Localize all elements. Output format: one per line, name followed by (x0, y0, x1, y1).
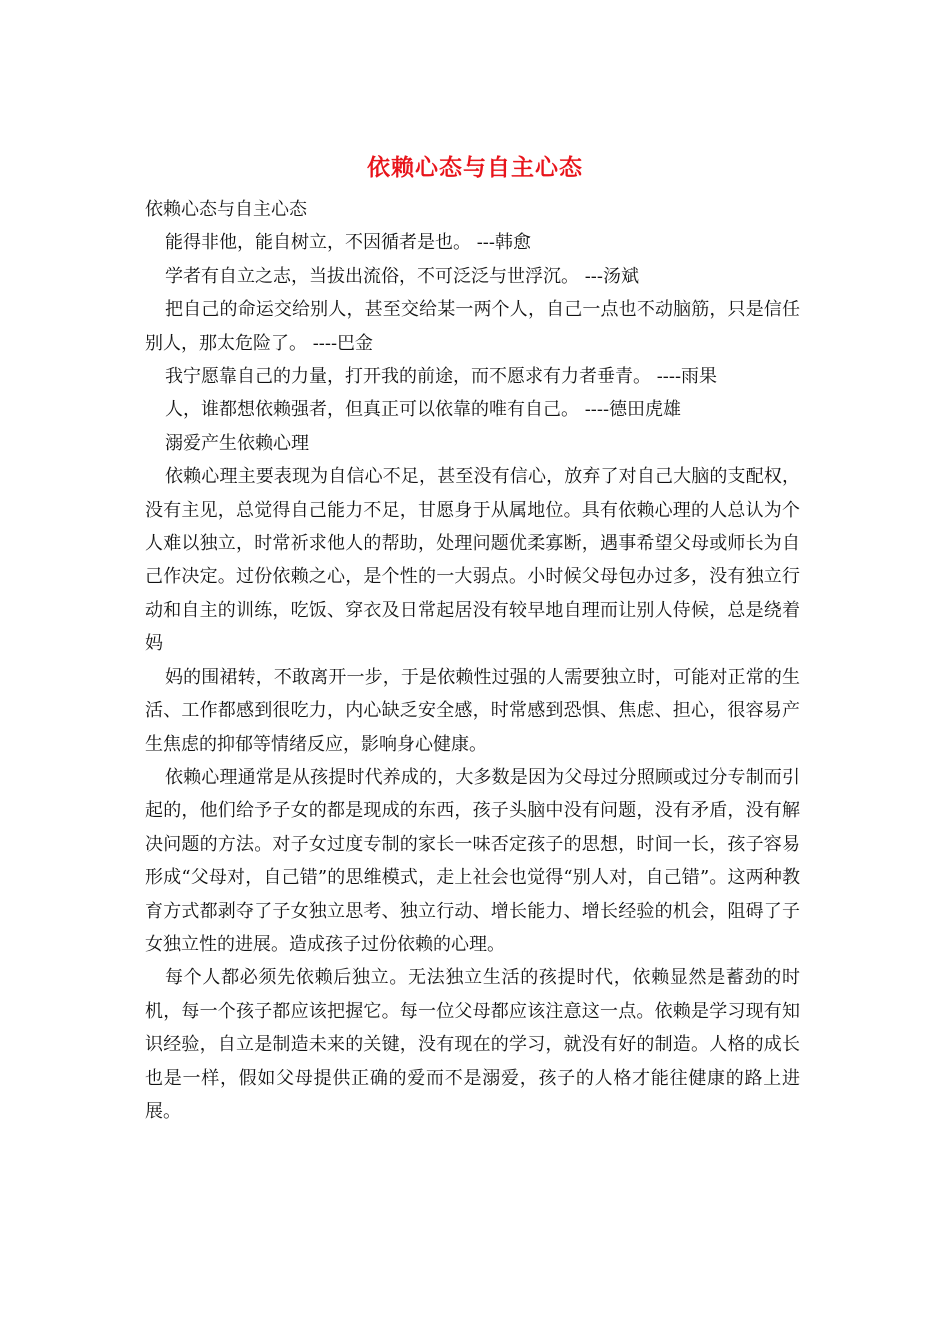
paragraph: 依赖心理通常是从孩提时代养成的，大多数是因为父母过分照顾或过分专制而引起的，他们给予子女的都是现成的东西，孩子头脑中没有问题，没有矛盾，没有解决问题的方法。对子女过度专制的家长一味否定孩子的思想，时间一长，孩子容易形成“父母对，自己错”的思维模式，走上社会也觉得“别人对，自己错”。这两种教育方式都剥夺了子女独立思考、独立行动、增长能力、增长经验的机会，阻碍了子女独立性的进展。造成孩子过份依赖的心理。 (145, 766, 800, 955)
paragraph: 依赖心态与自主心态 (145, 199, 307, 220)
paragraph: 溺爱产生依赖心理 (165, 432, 309, 454)
paragraph: 每个人都必须先依赖后独立。无法独立生活的孩提时代，依赖显然是蓄劲的时机，每一个孩子都应该把握它。每一位父母都应该注意这一点。依赖是学习现有知识经验，自立是制造未来的关键，没有现在的学习，就没有好的制造。人格的成长也是一样，假如父母提供正确的爱而不是溺爱，孩子的人格才能往健康的路上进展。 (145, 967, 800, 1122)
paragraph: 依赖心理主要表现为自信心不足，甚至没有信心，放弃了对自己大脑的支配权，没有主见，总觉得自己能力不足，甘愿身于从属地位。具有依赖心理的人总认为个人难以独立，时常祈求他人的帮助，处理问题优柔寡断，遇事希望父母或师长为自己作决定。过份依赖之心，是个性的一大弱点。小时候父母包办过多，没有独立行动和自主的训练，吃饭、穿衣及日常起居没有较早地自理而让别人侍候，总是绕着妈 (145, 466, 800, 655)
document-body (145, 193, 800, 1128)
paragraph: 能得非他，能自树立，不因循者是也。 ---韩愈 (165, 232, 531, 254)
paragraph: 学者有自立之志，当拔出流俗，不可泛泛与世浮沉。 ---汤斌 (165, 265, 639, 287)
paragraph: 把自己的命运交给别人，甚至交给某一两个人，自己一点也不动脑筋，只是信任别人，那太危险了。 ----巴金 (145, 299, 800, 354)
paragraph: 妈的围裙转，不敢离开一步，于是依赖性过强的人需要独立时，可能对正常的生活、工作都感到很吃力，内心缺乏安全感，时常感到恐惧、焦虑、担心，很容易产生焦虑的抑郁等情绪反应，影响身心健康。 (145, 666, 800, 755)
paragraph: 我宁愿靠自己的力量，打开我的前途，而不愿求有力者垂青。 ----雨果 (165, 366, 718, 388)
document-title: 依赖心态与自主心态 (367, 154, 583, 181)
paragraph: 人，谁都想依赖强者，但真正可以依靠的唯有自己。 ----德田虎雄 (165, 399, 682, 421)
